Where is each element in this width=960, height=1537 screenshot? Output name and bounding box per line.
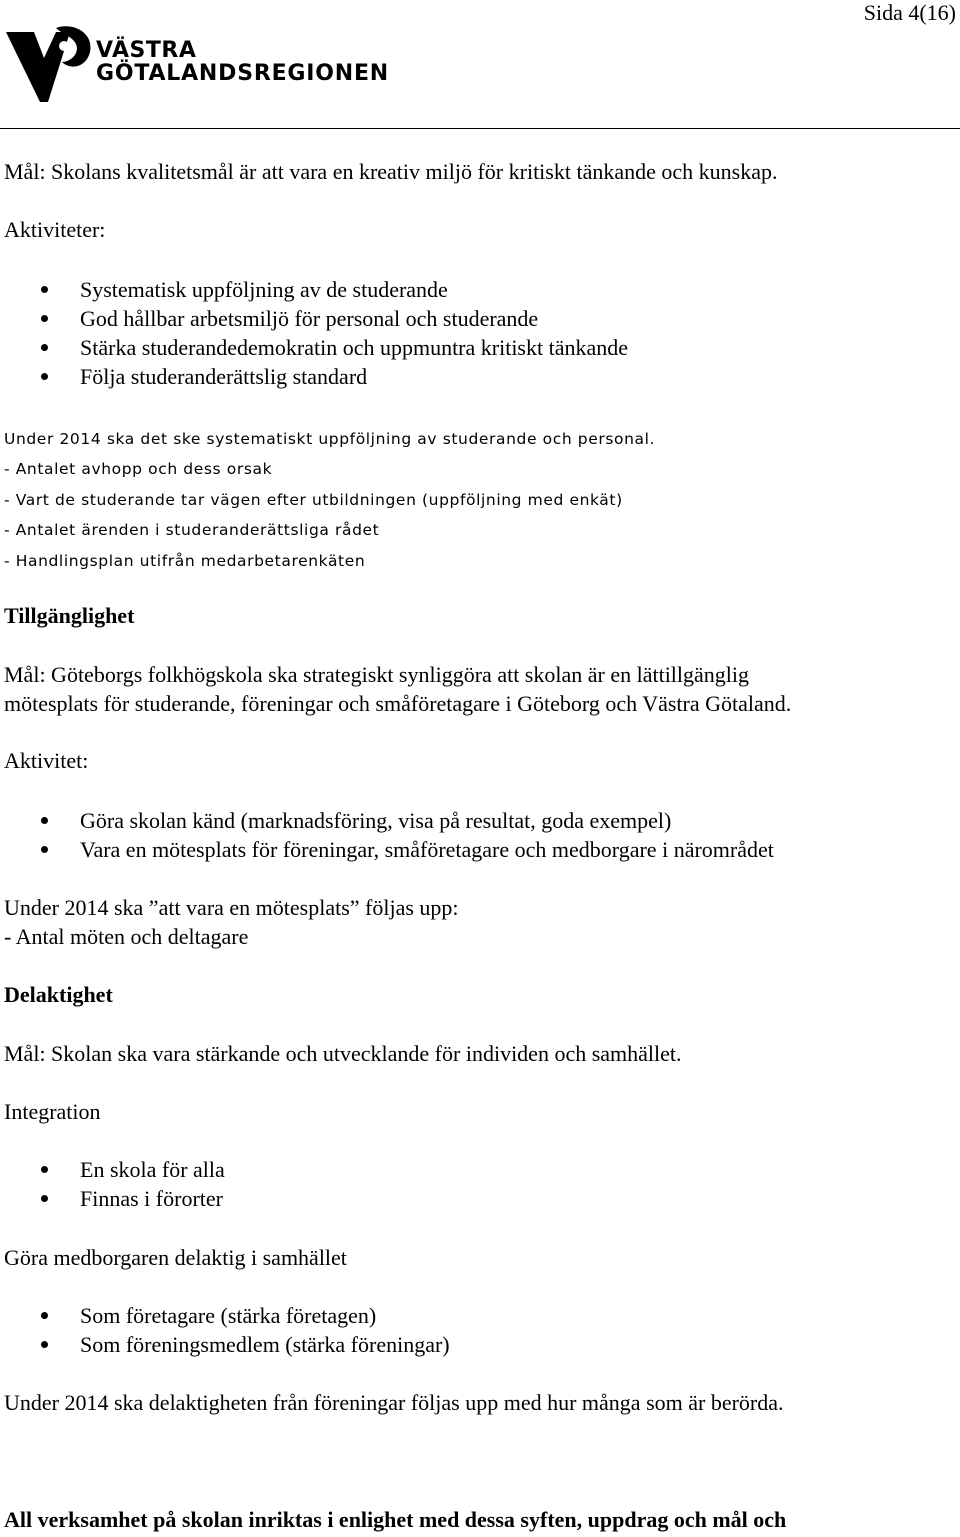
logo-text-line1: VÄSTRA [96, 38, 197, 63]
vgr-logo-mark-icon [4, 24, 96, 106]
participation-followup: Under 2014 ska delaktigheten från föreningar följas upp med hur många som är berörda. [4, 1390, 784, 1415]
activities-list [0, 275, 628, 391]
list-item: En skola för alla [0, 1155, 225, 1184]
goal-accessibility-line2: mötesplats för studerande, föreningar och småföretagare i Göteborg och Västra Götaland. [4, 691, 792, 716]
list-item: Stärka studerandedemokratin och uppmuntra kritiskt tänkande [0, 333, 628, 362]
accessibility-followup-line1: Under 2014 ska ”att vara en mötesplats” följas upp: [4, 895, 459, 920]
followup-item: - Vart de studerande tar vägen efter utbildningen (uppföljning med enkät) [4, 491, 623, 509]
goal-accessibility-line1: Mål: Göteborgs folkhögskola ska strategiskt synliggöra att skolan är en lättillgänglig [4, 662, 750, 687]
list-item: Som föreningsmedlem (stärka föreningar) [0, 1330, 450, 1359]
followup-item: - Antalet avhopp och dess orsak [4, 460, 273, 478]
list-item: Som företagare (stärka företagen) [0, 1301, 450, 1330]
bullet-icon [41, 1312, 48, 1319]
bullet-icon [41, 1166, 48, 1173]
activity-label: Aktivitet: [4, 748, 89, 773]
bullet-icon [41, 373, 48, 380]
followup-intro: Under 2014 ska det ske systematiskt uppföljning av studerande och personal. [4, 430, 656, 448]
list-item: Vara en mötesplats för föreningar, småföretagare och medborgare i närområdet [0, 835, 774, 864]
bullet-icon [41, 846, 48, 853]
followup-item: - Handlingsplan utifrån medarbetarenkäten [4, 552, 366, 570]
goal-quality: Mål: Skolans kvalitetsmål är att vara en kreativ miljö för kritiskt tänkande och kunskap. [4, 159, 778, 184]
bullet-icon [41, 817, 48, 824]
followup-item: - Antalet ärenden i studeranderättsliga rådet [4, 521, 380, 539]
list-item: Finnas i förorter [0, 1184, 225, 1213]
integration-label: Integration [4, 1099, 101, 1124]
bullet-icon [41, 344, 48, 351]
header-divider [0, 128, 960, 129]
accessibility-followup-line2: - Antal möten och deltagare [4, 924, 249, 949]
page-number: Sida 4(16) [863, 0, 956, 25]
list-item: God hållbar arbetsmiljö för personal och studerande [0, 304, 628, 333]
goal-participation: Mål: Skolan ska vara stärkande och utvecklande för individen och samhället. [4, 1041, 682, 1066]
accessibility-activities-list [0, 806, 774, 864]
activities-label: Aktiviteter: [4, 217, 106, 242]
civic-label: Göra medborgaren delaktig i samhället [4, 1245, 347, 1270]
bullet-icon [41, 315, 48, 322]
closing-statement: All verksamhet på skolan inriktas i enlighet med dessa syften, uppdrag och mål och [4, 1507, 787, 1532]
list-item: Göra skolan känd (marknadsföring, visa på resultat, goda exempel) [0, 806, 774, 835]
heading-participation: Delaktighet [4, 982, 113, 1007]
list-item: Följa studeranderättslig standard [0, 362, 628, 391]
list-item: Systematisk uppföljning av de studerande [0, 275, 628, 304]
logo-text-line2: GÖTALANDSREGIONEN [96, 61, 390, 86]
vgr-logo [4, 24, 394, 106]
bullet-icon [41, 1341, 48, 1348]
bullet-icon [41, 286, 48, 293]
bullet-icon [41, 1195, 48, 1202]
integration-list [0, 1155, 225, 1213]
heading-accessibility: Tillgänglighet [4, 603, 135, 628]
civic-list [0, 1301, 450, 1359]
